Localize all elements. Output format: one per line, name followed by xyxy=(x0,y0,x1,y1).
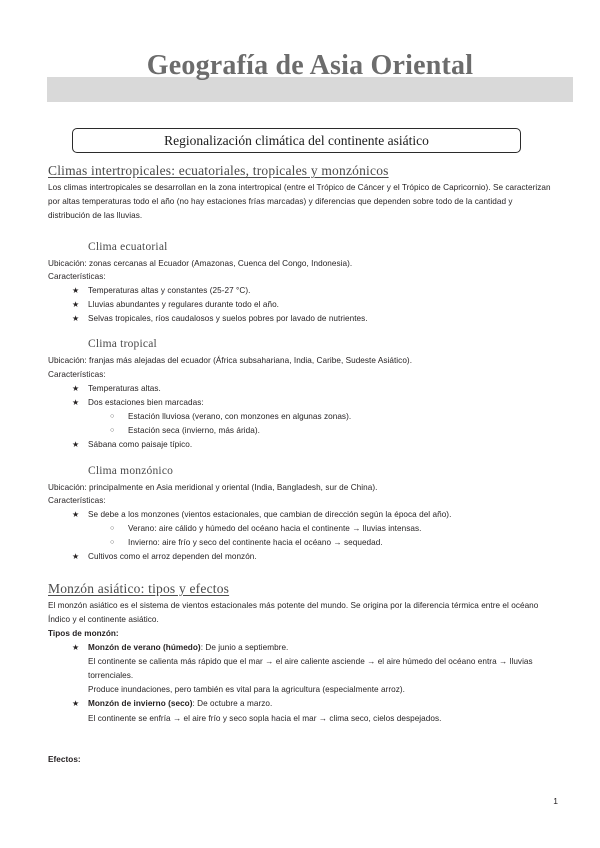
spacer xyxy=(48,565,556,581)
list-item-text: Invierno: aire frío y seco del continente hacia el océano → sequedad. xyxy=(128,538,383,548)
list-item xyxy=(48,641,556,655)
spacer xyxy=(48,224,556,240)
sub-bullet-list-estaciones xyxy=(48,410,556,438)
list-item-text: Temperaturas altas y constantes (25-27 °C). xyxy=(88,285,251,295)
document-content xyxy=(48,163,556,766)
subsection-heading-clima-ecuatorial: Clima ecuatorial xyxy=(88,240,168,253)
list-item-text: Lluvias abundantes y regulares durante todo el año. xyxy=(88,300,279,309)
list-item xyxy=(48,284,556,298)
spacer xyxy=(48,453,556,464)
types-label: Tipos de monzón: xyxy=(48,629,119,639)
list-item-text: Estación lluviosa (verano, con monzones en algunas zonas). xyxy=(128,412,352,421)
star-bullet-icon: ★ xyxy=(72,509,80,519)
spacer xyxy=(48,726,556,742)
section-heading-intertropicales: Climas intertropicales: ecuatoriales, tropicales y monzónicos xyxy=(48,163,389,178)
subtitle-box xyxy=(72,128,521,153)
list-item-text: Selvas tropicales, ríos caudalosos y suelos pobres por lavado de nutrientes. xyxy=(88,314,368,324)
subsection-location-clima-tropical: Ubicación: franjas más alejadas del ecuador (África subsahariana, India, Caribe, Sudeste Asiático). xyxy=(48,356,413,366)
monzon-verano-period: : De junio a septiembre. xyxy=(200,642,289,652)
circle-bullet-icon: ○ xyxy=(110,539,115,547)
list-item xyxy=(48,550,556,564)
star-bullet-icon: ★ xyxy=(72,383,80,393)
list-item xyxy=(48,697,556,711)
list-item-text: Sábana como paisaje típico. xyxy=(88,440,193,450)
section-intro-intertropicales: Los climas intertropicales se desarrollan en la zona intertropical (entre el Trópico de Cáncer y el Trópico de Capricornio). Se caracterizan por altas temperaturas todo el año (no hay estaciones frías marcadas) y diferencias que dependen sobre todo de la cantidad y distribución de las lluvias. xyxy=(48,183,551,221)
star-bullet-icon: ★ xyxy=(72,314,80,324)
list-item xyxy=(48,396,556,410)
bullet-list-clima-tropical-cont xyxy=(48,438,556,452)
subsection-location-clima-monzonico: Ubicación: principalmente en Asia meridional y oriental (India, Bangladesh, sur de China). xyxy=(48,482,378,492)
bullet-list-clima-monzonico-cont xyxy=(48,550,556,564)
monzon-verano-detail-2: Produce inundaciones, pero también es vital para la agricultura (especialmente arroz). xyxy=(88,685,405,695)
subsection-location-clima-ecuatorial: Ubicación: zonas cercanas al Ecuador (Amazonas, Cuenca del Congo, Indonesia). xyxy=(48,258,353,268)
bullet-list-tipos-monzon xyxy=(48,641,556,655)
subsection-heading-clima-monzonico: Clima monzónico xyxy=(88,464,174,477)
spacer xyxy=(48,326,556,337)
list-item-text: Cultivos como el arroz dependen del monzón. xyxy=(88,552,257,562)
list-item xyxy=(48,438,556,452)
list-item-text: Temperaturas altas. xyxy=(88,383,161,393)
circle-bullet-icon: ○ xyxy=(110,427,115,435)
star-bullet-icon: ★ xyxy=(72,397,80,407)
list-item-text: Dos estaciones bien marcadas: xyxy=(88,397,204,407)
list-item-text: Estación seca (invierno, más árida). xyxy=(128,426,260,436)
monzon-invierno-name: Monzón de invierno (seco) xyxy=(88,699,193,709)
bullet-list-clima-ecuatorial xyxy=(48,284,556,327)
bullet-list-clima-tropical xyxy=(48,382,556,410)
star-bullet-icon: ★ xyxy=(72,642,80,652)
list-item xyxy=(48,298,556,312)
subsection-heading-clima-tropical: Clima tropical xyxy=(88,338,157,351)
list-item xyxy=(48,522,556,536)
page-number: 1 xyxy=(553,796,558,806)
list-item xyxy=(48,410,556,424)
section-intro-monzon-asiatico: El monzón asiático es el sistema de vientos estacionales más potente del mundo. Se origina por la diferencia térmica entre el océano Índico y el continente asiático. xyxy=(48,600,539,624)
subsection-features-label-clima-ecuatorial: Características: xyxy=(48,272,106,282)
bullet-list-clima-monzonico xyxy=(48,508,556,522)
star-bullet-icon: ★ xyxy=(72,440,80,450)
document-title: Geografía de Asia Oriental xyxy=(146,50,474,81)
list-item xyxy=(48,312,556,326)
monzon-invierno-detail-1: El continente se enfría → el aire frío y seco sopla hacia el mar → clima seco, cielos despejados. xyxy=(88,713,442,723)
subsection-features-label-clima-tropical: Características: xyxy=(48,370,106,379)
bullet-list-tipos-monzon-invierno xyxy=(48,697,556,711)
spacer xyxy=(48,742,556,753)
list-item xyxy=(48,382,556,396)
subtitle-text: Regionalización climática del continente asiático xyxy=(164,132,429,148)
monzon-verano-name: Monzón de verano (húmedo) xyxy=(88,642,201,652)
list-item xyxy=(48,536,556,550)
monzon-verano-detail-1: El continente se calienta más rápido que el mar → el aire caliente asciende → el aire húmedo del océano entra → lluvias torrenciales. xyxy=(88,656,533,681)
circle-bullet-icon: ○ xyxy=(110,413,115,420)
list-item xyxy=(48,508,556,522)
list-item-text: Verano: aire cálido y húmedo del océano hacia el continente → lluvias intensas. xyxy=(128,524,422,533)
sub-bullet-list-monzones xyxy=(48,522,556,550)
list-item xyxy=(48,424,556,438)
list-item-text: Se debe a los monzones (vientos estacionales, que cambian de dirección según la época del año). xyxy=(88,509,452,519)
section-heading-monzon-asiatico: Monzón asiático: tipos y efectos xyxy=(48,580,230,596)
subsection-features-label-clima-monzonico: Características: xyxy=(48,496,106,506)
monzon-invierno-period: : De octubre a marzo. xyxy=(192,699,273,709)
circle-bullet-icon: ○ xyxy=(110,525,115,532)
star-bullet-icon: ★ xyxy=(72,300,80,309)
star-bullet-icon: ★ xyxy=(72,699,80,709)
star-bullet-icon: ★ xyxy=(72,552,80,562)
effects-label: Efectos: xyxy=(48,754,81,764)
star-bullet-icon: ★ xyxy=(72,285,80,295)
